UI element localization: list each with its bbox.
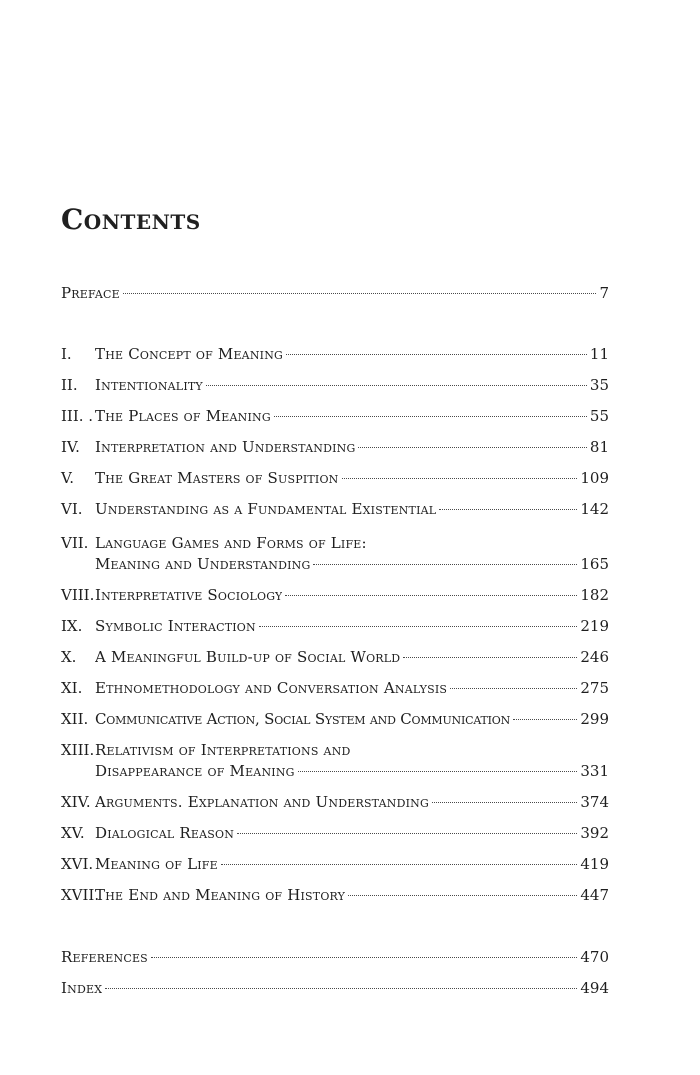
dot-leader — [313, 564, 577, 565]
toc-entry-chapter[interactable] — [61, 500, 609, 519]
toc-page-number: 494 — [580, 979, 609, 997]
toc-label: Intentionality — [95, 376, 203, 394]
toc-entry-chapter[interactable] — [61, 793, 609, 812]
toc-page-number: 182 — [580, 586, 609, 604]
dot-leader — [285, 595, 577, 596]
toc-page-number: 165 — [580, 555, 609, 573]
toc-page-number: 275 — [580, 679, 609, 697]
toc-page-number: 219 — [580, 617, 609, 635]
dot-leader — [123, 293, 597, 294]
toc-label: Symbolic Interaction — [95, 617, 256, 635]
toc-page-number: 374 — [580, 793, 609, 811]
toc-label: Preface — [61, 284, 120, 302]
dot-leader — [221, 864, 577, 865]
toc-entry-chapter[interactable] — [61, 648, 609, 667]
chapter-number: XII. — [61, 710, 89, 728]
toc-page-number: 55 — [589, 407, 609, 425]
toc-page-number: 7 — [599, 284, 609, 302]
contents-title: Contents — [61, 203, 201, 236]
dot-leader — [259, 626, 578, 627]
dot-leader — [513, 719, 577, 720]
dot-leader — [348, 895, 577, 896]
dot-leader — [206, 385, 587, 386]
chapter-number: XIII. — [61, 741, 95, 759]
toc-label: Interpretative Sociology — [95, 586, 283, 604]
toc-entry-chapter[interactable] — [61, 710, 609, 729]
toc-page-number: 331 — [580, 762, 609, 780]
chapter-number: VI. — [61, 500, 83, 518]
chapter-number: XV. — [61, 824, 85, 842]
toc-page-number: 35 — [589, 376, 609, 394]
toc-label-continued: Disappearance of Meaning — [95, 762, 295, 780]
toc-entry-chapter[interactable] — [61, 855, 609, 874]
chapter-number: IX. — [61, 617, 83, 635]
dot-leader — [151, 957, 577, 958]
toc-entry-chapter[interactable] — [61, 586, 609, 605]
dot-leader — [450, 688, 577, 689]
toc-entry-chapter[interactable] — [61, 679, 609, 698]
toc-entry-references[interactable] — [61, 948, 609, 967]
toc-label: The Great Masters of Suspition — [95, 469, 339, 487]
toc-entry-chapter[interactable] — [61, 469, 609, 488]
chapter-number: XVII. — [61, 886, 100, 904]
toc-label: References — [61, 948, 148, 966]
chapter-number: I. — [61, 345, 72, 363]
toc-label: Ethnomethodology and Conversation Analysis — [95, 679, 448, 697]
dot-leader — [105, 988, 577, 989]
dot-leader — [439, 509, 577, 510]
toc-page-number: 447 — [580, 886, 609, 904]
toc-entry-chapter[interactable] — [61, 824, 609, 843]
toc-label: The Concept of Meaning — [95, 345, 284, 363]
toc-label: The End and Meaning of History — [95, 886, 346, 904]
chapter-number: XIV. — [61, 793, 91, 811]
toc-entry-chapter[interactable] — [61, 886, 609, 905]
toc-label: Interpretation and Understanding — [95, 438, 356, 456]
dot-leader — [274, 416, 587, 417]
dot-leader — [237, 833, 577, 834]
toc-page-number: 470 — [580, 948, 609, 966]
toc-label: Arguments. Explanation and Understanding — [95, 793, 429, 811]
chapter-number: III. . — [61, 407, 94, 425]
chapter-number: II. — [61, 376, 78, 394]
toc-entry-chapter[interactable] — [61, 345, 609, 364]
toc-label: Understanding as a Fundamental Existential — [95, 500, 437, 518]
chapter-number: IV. — [61, 438, 80, 456]
chapter-number: VIII. — [61, 586, 95, 604]
toc-page-number: 109 — [580, 469, 609, 487]
toc-entry-chapter[interactable] — [61, 617, 609, 636]
toc-entry-chapter[interactable] — [61, 376, 609, 395]
toc-label: Relativism of Interpretations and — [95, 741, 351, 759]
toc-entry-chapter[interactable] — [61, 741, 609, 781]
toc-page-number: 11 — [589, 345, 609, 363]
toc-entry-index[interactable] — [61, 979, 609, 998]
toc-label: Dialogical Reason — [95, 824, 235, 842]
toc-entry-chapter[interactable] — [61, 407, 609, 426]
chapter-number: XVI. — [61, 855, 94, 873]
toc-page-number: 142 — [580, 500, 609, 518]
toc-label: Meaning of Life — [95, 855, 218, 873]
chapter-number: X. — [61, 648, 77, 666]
toc-entry-chapter[interactable] — [61, 438, 609, 457]
toc-entry-chapter[interactable] — [61, 534, 609, 574]
toc-label: Language Games and Forms of Life: — [95, 534, 367, 552]
toc-page-number: 392 — [580, 824, 609, 842]
dot-leader — [286, 354, 587, 355]
chapter-number: XI. — [61, 679, 83, 697]
toc-entry-preface[interactable] — [61, 284, 609, 303]
toc-label: The Places of Meaning — [95, 407, 271, 425]
toc-label: A Meaningful Build-up of Social World — [95, 648, 401, 666]
dot-leader — [358, 447, 586, 448]
toc-page-number: 246 — [580, 648, 609, 666]
toc-page-number: 81 — [589, 438, 609, 456]
toc-label: Index — [61, 979, 103, 997]
chapter-number: VII. — [61, 534, 89, 552]
toc-page-number: 299 — [580, 710, 609, 728]
dot-leader — [298, 771, 578, 772]
dot-leader — [432, 802, 577, 803]
chapter-number: V. — [61, 469, 74, 487]
dot-leader — [342, 478, 578, 479]
toc-label: Communicative Action, Social System and Communication — [95, 710, 511, 728]
toc-page-number: 419 — [580, 855, 609, 873]
dot-leader — [403, 657, 577, 658]
toc-label-continued: Meaning and Understanding — [95, 555, 311, 573]
